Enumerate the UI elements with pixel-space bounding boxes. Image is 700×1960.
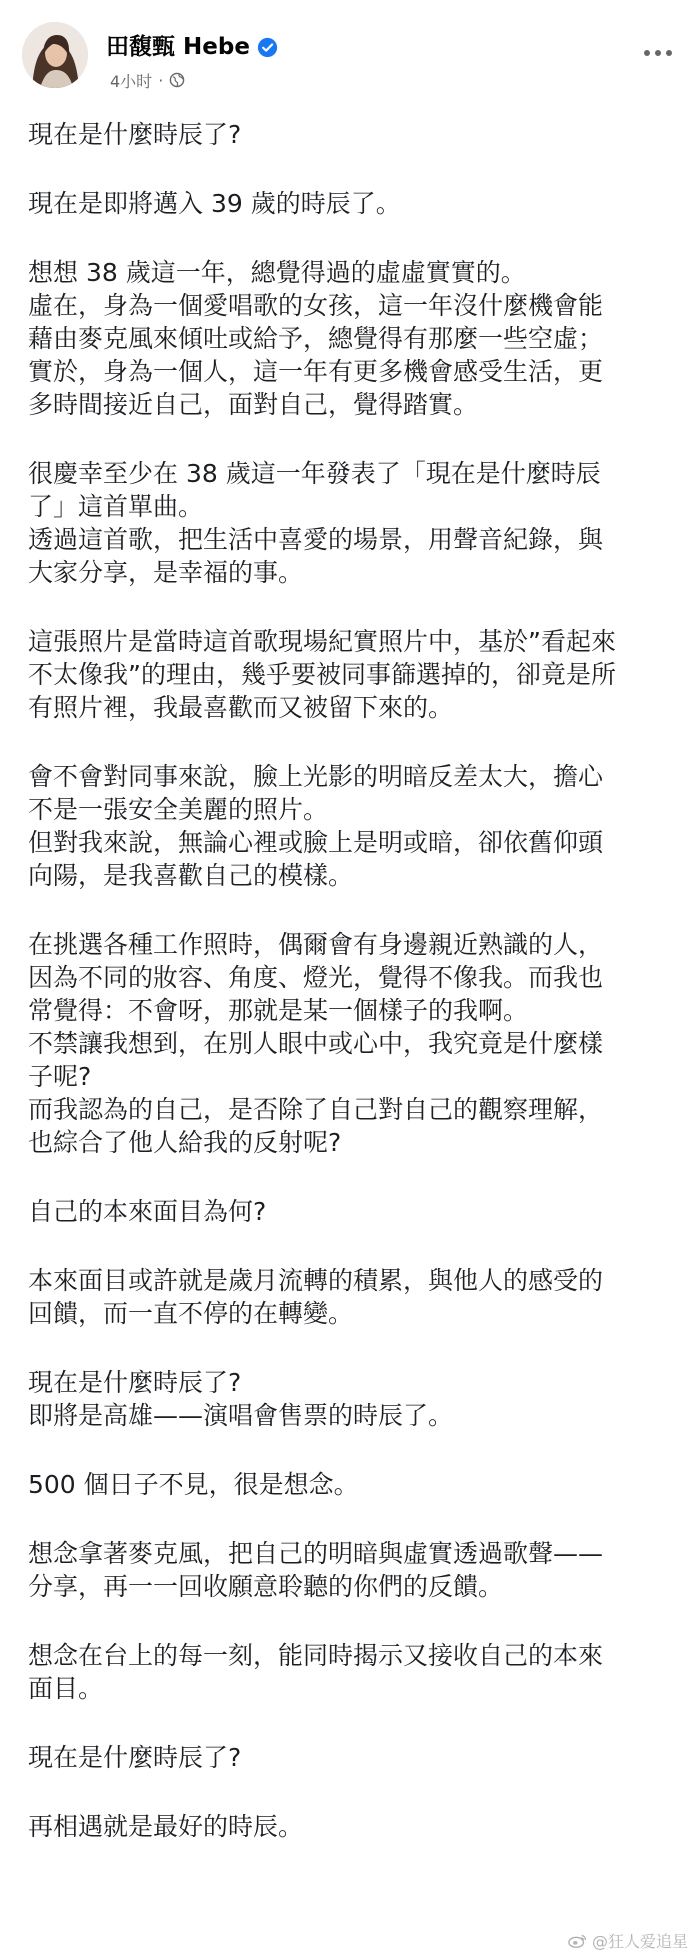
- more-dot: [666, 50, 672, 56]
- post-paragraph: [28, 256, 668, 421]
- post-paragraph: [28, 760, 668, 892]
- paragraph-gap: [28, 151, 668, 187]
- post-header: [22, 22, 678, 92]
- watermark-text: @狂人爱追星: [591, 1932, 688, 1951]
- post-text-line: 本來面目或許就是歲月流轉的積累，與他人的感受的: [28, 1266, 604, 1295]
- paragraph-gap: [28, 1228, 668, 1264]
- post-text-line: 現在是即將邁入 39 歲的時辰了。: [28, 189, 401, 218]
- post-text-line: 再相遇就是最好的時辰。: [28, 1812, 304, 1841]
- post-text-line: 也綜合了他人給我的反射呢?: [28, 1128, 342, 1157]
- post-text-line: 會不會對同事來說，臉上光影的明暗反差太大，擔心: [28, 762, 604, 791]
- author-name[interactable]: 田馥甄 Hebe: [106, 34, 250, 60]
- post-paragraph: [28, 457, 668, 589]
- post-paragraph: [28, 1195, 668, 1228]
- post-text-line: 現在是什麼時辰了?: [28, 120, 242, 149]
- paragraph-gap: [28, 1705, 668, 1741]
- more-dot: [644, 50, 650, 56]
- post-text-line: 面目。: [28, 1674, 104, 1703]
- weibo-watermark: [568, 1929, 688, 1952]
- paragraph-gap: [28, 1774, 668, 1810]
- avatar[interactable]: [22, 22, 88, 88]
- post-text-line: 不是一張安全美麗的照片。: [28, 795, 329, 824]
- post-text-line: 500 個日子不見，很是想念。: [28, 1470, 359, 1499]
- post-paragraph: [28, 1741, 668, 1774]
- post-text-line: 想想 38 歲這一年，總覺得過的虛虛實實的。: [28, 258, 526, 287]
- paragraph-gap: [28, 1330, 668, 1366]
- post-text-line: 不禁讓我想到，在別人眼中或心中，我究竟是什麼樣: [28, 1029, 604, 1058]
- post-text-line: 有照片裡，我最喜歡而又被留下來的。: [28, 693, 454, 722]
- post-text-line: 想念在台上的每一刻，能同時揭示又接收自己的本來: [28, 1641, 604, 1670]
- more-options-button[interactable]: [638, 39, 678, 67]
- paragraph-gap: [28, 1501, 668, 1537]
- paragraph-gap: [28, 220, 668, 256]
- post-text-line: 現在是什麼時辰了?: [28, 1743, 242, 1772]
- post-text-line: 因為不同的妝容、角度、燈光，覺得不像我。而我也: [28, 963, 604, 992]
- paragraph-gap: [28, 589, 668, 625]
- post-text-line: 分享，再一一回收願意聆聽的你們的反饋。: [28, 1572, 504, 1601]
- post-text-line: 實於，身為一個人，這一年有更多機會感受生活，更: [28, 357, 604, 386]
- author-row: [106, 32, 278, 62]
- avatar-photo: [22, 22, 88, 88]
- post-text-line: 這張照片是當時這首歌現場紀實照片中，基於”看起來: [28, 627, 616, 656]
- post-paragraph: [28, 1810, 668, 1843]
- post-text-line: 回饋，而一直不停的在轉變。: [28, 1299, 354, 1328]
- globe-icon[interactable]: [169, 72, 185, 88]
- post-text-line: 想念拿著麥克風，把自己的明暗與虛實透過歌聲——: [28, 1539, 604, 1568]
- post-text-line: 常覺得：不會呀，那就是某一個樣子的我啊。: [28, 996, 529, 1025]
- post-text-line: 多時間接近自己，面對自己，覺得踏實。: [28, 390, 479, 419]
- post-paragraph: [28, 118, 668, 151]
- post-text-line: 向陽，是我喜歡自己的模樣。: [28, 861, 354, 890]
- more-dot: [655, 50, 661, 56]
- paragraph-gap: [28, 421, 668, 457]
- paragraph-gap: [28, 1603, 668, 1639]
- paragraph-gap: [28, 1159, 668, 1195]
- paragraph-gap: [28, 892, 668, 928]
- post-text-line: 很慶幸至少在 38 歲這一年發表了「現在是什麼時辰: [28, 459, 601, 488]
- weibo-logo-icon: [568, 1932, 588, 1949]
- post-paragraph: [28, 1468, 668, 1501]
- post-paragraph: [28, 187, 668, 220]
- post-body: [28, 118, 668, 1843]
- post-text-line: 現在是什麼時辰了?: [28, 1368, 242, 1397]
- post-text-line: 不太像我”的理由，幾乎要被同事篩選掉的，卻竟是所: [28, 660, 616, 689]
- post-paragraph: [28, 1639, 668, 1705]
- meta-separator: ·: [158, 70, 164, 90]
- post-text-line: 大家分享，是幸福的事。: [28, 558, 304, 587]
- post-paragraph: [28, 625, 668, 724]
- post-text-line: 虛在，身為一個愛唱歌的女孩，這一年沒什麼機會能: [28, 291, 604, 320]
- post-text-line: 了」這首單曲。: [28, 492, 204, 521]
- post-text-line: 藉由麥克風來傾吐或給予，總覺得有那麼一些空虛；: [28, 324, 604, 353]
- paragraph-gap: [28, 1432, 668, 1468]
- post-paragraph: [28, 1537, 668, 1603]
- paragraph-gap: [28, 724, 668, 760]
- post-meta: [110, 69, 185, 91]
- post-text-line: 但對我來說，無論心裡或臉上是明或暗，卻依舊仰頭: [28, 828, 604, 857]
- post-text-line: 子呢?: [28, 1062, 92, 1091]
- post-paragraph: [28, 1264, 668, 1330]
- post-paragraph: [28, 928, 668, 1159]
- post-time[interactable]: 4小时: [110, 71, 153, 91]
- post-text-line: 自己的本來面目為何?: [28, 1197, 267, 1226]
- post-text-line: 而我認為的自己，是否除了自己對自己的觀察理解，: [28, 1095, 604, 1124]
- post-paragraph: [28, 1366, 668, 1432]
- post-text-line: 透過這首歌，把生活中喜愛的場景，用聲音紀錄，與: [28, 525, 604, 554]
- post-text-line: 即將是高雄——演唱會售票的時辰了。: [28, 1401, 454, 1430]
- post-text-line: 在挑選各種工作照時，偶爾會有身邊親近熟識的人，: [28, 930, 604, 959]
- verified-check-icon: [257, 37, 278, 58]
